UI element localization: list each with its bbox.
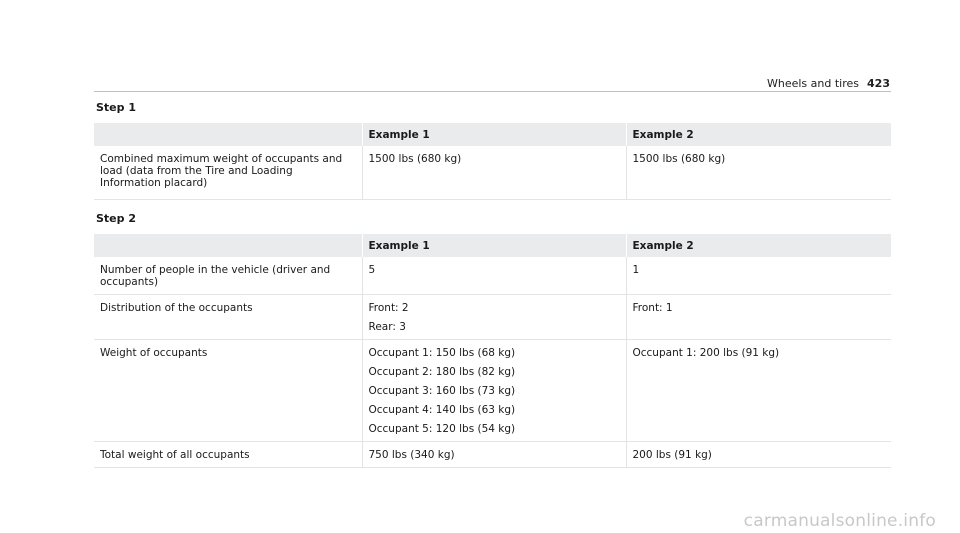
table-row (94, 442, 891, 468)
page-number: 423 (867, 77, 890, 90)
example-1-cell (362, 295, 626, 340)
example-2-cell (626, 257, 891, 295)
column-header-example-1: Example 1 (362, 123, 626, 146)
example-2-cell (626, 340, 891, 442)
cell-value: Rear: 3 (368, 321, 406, 333)
page-header (94, 78, 891, 92)
table-row (94, 257, 891, 295)
cell-value: 1500 lbs (680 kg) (632, 153, 726, 165)
column-header-example-2: Example 2 (626, 234, 891, 257)
column-header-example-2: Example 2 (626, 123, 891, 146)
step-2-table (94, 234, 891, 468)
cell-value: Front: 2 (368, 302, 409, 314)
column-header-empty (94, 123, 362, 146)
cell-value: 200 lbs (91 kg) (632, 449, 712, 461)
example-1-cell (362, 442, 626, 468)
example-2-cell (626, 146, 891, 199)
row-label: Number of people in the vehicle (driver and occupants) (94, 257, 362, 295)
step-1-heading: Step 1 (96, 101, 136, 114)
example-1-cell (362, 340, 626, 442)
cell-value: Occupant 1: 150 lbs (68 kg) (368, 347, 516, 359)
cell-value: Occupant 1: 200 lbs (91 kg) (632, 347, 780, 359)
cell-value: Occupant 3: 160 lbs (73 kg) (368, 385, 516, 397)
column-header-example-1: Example 1 (362, 234, 626, 257)
row-label: Distribution of the occupants (94, 295, 362, 340)
example-1-cell (362, 146, 626, 199)
example-1-cell (362, 257, 626, 295)
table-row (94, 295, 891, 340)
row-label: Combined maximum weight of occupants and load (data from the Tire and Loading Information placard) (94, 146, 362, 199)
cell-value: 5 (368, 264, 376, 276)
cell-value: Occupant 4: 140 lbs (63 kg) (368, 404, 516, 416)
row-label: Total weight of all occupants (94, 442, 362, 468)
table-row (94, 146, 891, 199)
cell-value: Front: 1 (632, 302, 673, 314)
watermark: carmanualsonline.info (743, 511, 936, 531)
step-2-heading: Step 2 (96, 212, 136, 225)
cell-value: Occupant 2: 180 lbs (82 kg) (368, 366, 516, 378)
cell-value: 1500 lbs (680 kg) (368, 153, 462, 165)
row-label: Weight of occupants (94, 340, 362, 442)
table-header-row (94, 234, 891, 257)
cell-value: Occupant 5: 120 lbs (54 kg) (368, 423, 516, 435)
cell-value: 1 (632, 264, 640, 276)
example-2-cell (626, 295, 891, 340)
table-row (94, 340, 891, 442)
step-1-table (94, 123, 891, 200)
cell-value: 750 lbs (340 kg) (368, 449, 455, 461)
table-header-row (94, 123, 891, 146)
section-title: Wheels and tires (766, 77, 859, 90)
column-header-empty (94, 234, 362, 257)
example-2-cell (626, 442, 891, 468)
